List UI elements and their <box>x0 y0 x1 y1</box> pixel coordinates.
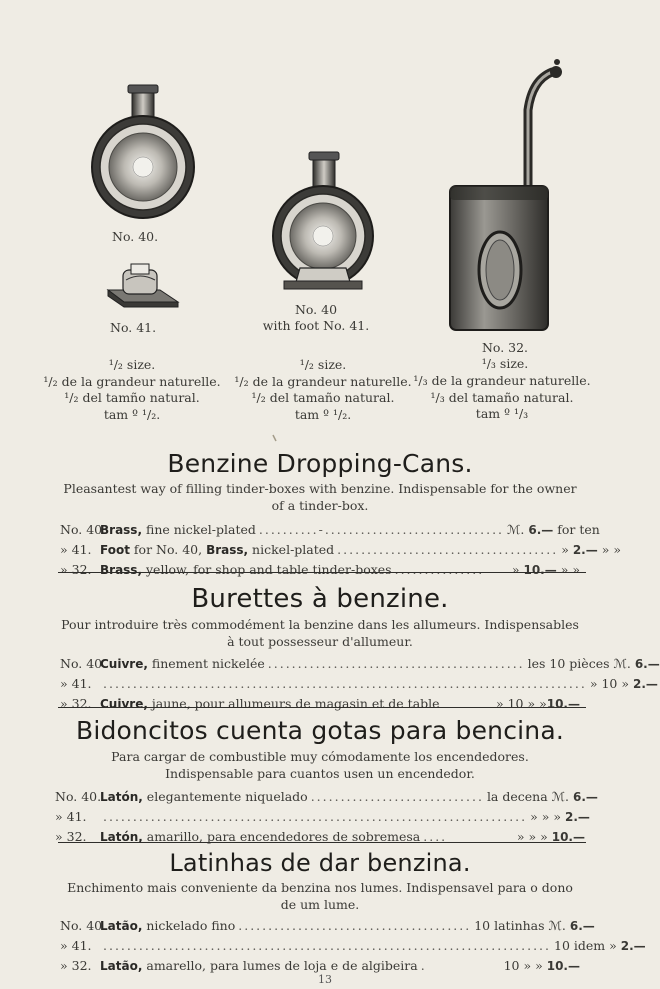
price-value: 10.— <box>546 697 580 711</box>
price-value: 2.— <box>620 939 646 953</box>
caption-can-40: No. 40. <box>112 229 159 244</box>
item-price <box>474 916 595 936</box>
section-french <box>60 582 660 714</box>
item-description <box>100 827 420 847</box>
leader-dots: ....................................................................... <box>103 809 528 824</box>
item-price <box>487 787 598 807</box>
caption-can-32-line1: No. 32. <box>481 340 529 355</box>
item-detail: yellow, for shop and table tinder-boxes <box>142 562 392 577</box>
price-prefix: les 10 pièces <box>527 656 614 671</box>
item-detail: fine nickel-plated <box>142 522 256 537</box>
section-desc-line1: Pour introduire très commodément la benzine dans les allumeurs. Indispensables <box>61 617 579 632</box>
size-note-left-l1: ¹/₂ size. <box>108 357 156 372</box>
leader-dots: ................................................................................. <box>103 676 587 691</box>
item-price <box>554 936 646 956</box>
price-prefix: 10 latinhas <box>474 918 549 933</box>
item-detail: amarello, para lumes de loja e de algibeira <box>142 958 418 973</box>
price-suffix: » » <box>556 562 580 577</box>
price-value: 10.— <box>523 563 557 577</box>
price-row <box>60 694 580 714</box>
price-row <box>60 654 660 674</box>
section-desc-line1: Pleasantest way of filling tinder-boxes with benzine. Indispensable for the owner <box>63 481 577 496</box>
size-note-right-l2: ¹/₃ de la grandeur naturelle. <box>413 373 591 388</box>
leader-dots: . <box>420 958 427 973</box>
price-prefix: la decena <box>486 789 552 804</box>
size-note-middle-l3: ¹/₂ del tamaño natural. <box>251 390 395 405</box>
price-row <box>55 787 598 807</box>
item-detail: jaune, pour allumeurs de magasin et de table <box>147 696 440 711</box>
size-note-left-l2: ¹/₂ de la grandeur naturelle. <box>43 373 221 389</box>
size-note-left-l3: ¹/₂ del tamño natural. <box>64 390 200 405</box>
item-description <box>100 560 392 580</box>
price-row <box>60 936 646 956</box>
size-note-middle-l4: tam º ¹/₂. <box>294 406 352 422</box>
item-price <box>512 560 580 580</box>
size-note-middle <box>228 357 418 423</box>
item-detail: nickelado fino <box>142 918 236 933</box>
section-title: Burettes à benzine. <box>191 584 449 614</box>
can-32-image <box>450 59 562 330</box>
leader-dots: ..........-.............................. <box>258 522 505 537</box>
price-value: 2.— <box>632 677 658 691</box>
price-prefix: 10 » » <box>503 958 547 973</box>
item-description <box>100 916 235 936</box>
size-note-left <box>32 357 232 423</box>
price-value: 6.— <box>528 523 554 537</box>
item-material: Cuivre, <box>100 697 148 711</box>
item-material: Latão, <box>100 959 143 973</box>
price-row <box>60 674 658 694</box>
price-row <box>55 807 590 827</box>
price-value: 6.— <box>572 790 598 804</box>
section-portuguese <box>60 847 646 976</box>
price-value: 2.— <box>565 810 590 824</box>
item-number: » 32. <box>60 958 92 973</box>
can-40-with-foot-image <box>273 152 373 289</box>
price-suffix: for ten <box>553 522 600 537</box>
caption-can-32 <box>470 340 540 372</box>
item-price <box>561 540 621 560</box>
item-description <box>100 654 265 674</box>
item-price <box>517 827 585 847</box>
item-number: » 41. <box>60 938 92 953</box>
caption-can-40-with-foot <box>260 302 372 334</box>
item-detail: amarillo, para encendedores de sobremesa <box>142 829 421 844</box>
section-desc-line1: Enchimento mais conveniente da benzina nos lumes. Indispensavel para o dono <box>67 880 573 895</box>
section-desc-line2: of a tinder-box. <box>271 498 369 513</box>
item-description <box>100 540 334 560</box>
price-value: 10.— <box>546 959 580 973</box>
item-number: » 41. <box>60 676 92 691</box>
item-material: Latón, <box>100 790 143 804</box>
section-divider <box>58 707 586 708</box>
item-number: No. 40. <box>55 789 102 804</box>
price-prefix: » 10 » <box>589 676 633 691</box>
item-price <box>507 520 600 540</box>
item-number: » 41. <box>60 542 92 557</box>
item-material: Latón, <box>100 830 143 844</box>
price-row <box>60 560 580 580</box>
item-number: No. 40. <box>60 522 107 537</box>
currency-mark: ℳ. <box>548 918 566 933</box>
price-value: 10.— <box>551 830 585 844</box>
leader-dots: .... <box>423 829 448 844</box>
price-prefix: 10 idem » <box>554 938 621 953</box>
size-note-right-l4: tam º ¹/₃ <box>475 406 529 421</box>
item-material: Cuivre, <box>100 657 148 671</box>
can-40-image <box>92 85 194 218</box>
item-detail-2: nickel-plated <box>248 542 335 557</box>
item-material-2: Brass, <box>206 543 249 557</box>
price-prefix: » <box>511 562 524 577</box>
section-divider <box>58 572 586 573</box>
currency-mark: ℳ. <box>613 656 631 671</box>
section-desc-line2: Indispensable para cuantos usen un encendedor. <box>165 766 475 781</box>
caption-can-40-with-foot-line1: No. 40 <box>294 302 338 317</box>
foot-41-image <box>108 264 178 307</box>
caption-can-40-with-foot-line2: with foot No. 41. <box>262 318 370 333</box>
price-prefix: » <box>561 542 573 557</box>
item-price <box>528 654 660 674</box>
leader-dots: ............................. <box>310 789 484 804</box>
price-prefix: » 10 » » <box>495 696 547 711</box>
item-price <box>496 694 580 714</box>
price-value: 6.— <box>634 657 660 671</box>
section-english <box>60 448 621 580</box>
leader-dots: ..................................... <box>337 542 559 557</box>
currency-mark: ℳ. <box>551 789 569 804</box>
item-number: » 41. <box>55 809 87 824</box>
item-number: » 32. <box>60 562 92 577</box>
price-value: 2.— <box>572 543 598 557</box>
item-detail: for No. 40, <box>129 542 207 557</box>
item-number: » 32. <box>55 829 87 844</box>
size-note-right-l3: ¹/₃ del tamaño natural. <box>430 389 574 405</box>
leader-dots: ........................................................................... <box>103 938 552 953</box>
price-value: 6.— <box>569 919 595 933</box>
item-description <box>100 787 308 807</box>
item-description <box>100 520 256 540</box>
price-row <box>55 827 585 847</box>
item-price <box>590 674 658 694</box>
section-spanish <box>55 714 598 847</box>
item-number: No. 40. <box>60 918 107 933</box>
price-row <box>60 916 595 936</box>
size-note-middle-l1: ¹/₂ size. <box>299 357 347 372</box>
section-title: Benzine Dropping-Cans. <box>167 449 473 478</box>
currency-mark: ℳ. <box>507 522 525 537</box>
item-price <box>530 807 590 827</box>
price-suffix: » » <box>597 542 621 557</box>
item-detail: elegantemente niquelado <box>142 789 308 804</box>
section-desc-line2: à tout possesseur d'allumeur. <box>227 634 413 649</box>
price-prefix: » » » <box>530 809 565 824</box>
size-note-middle-l2: ¹/₂ de la grandeur naturelle. <box>234 373 412 389</box>
price-row <box>60 540 621 560</box>
size-note-left-l4: tam º ¹/₂. <box>103 406 161 422</box>
section-divider <box>58 842 586 843</box>
section-desc-line2: de um lume. <box>280 897 360 912</box>
leader-dots: ........................................... <box>267 656 525 671</box>
section-title: Bidoncitos cuenta gotas para bencina. <box>75 716 565 745</box>
page-number: 13 <box>318 973 332 986</box>
price-prefix: » » » <box>516 829 552 844</box>
leader-dots: ....................................... <box>238 918 472 933</box>
item-material: Latão, <box>100 919 143 933</box>
item-material: Foot <box>100 543 130 557</box>
leader-dots: ............... <box>394 562 485 577</box>
caption-foot-41: No. 41. <box>110 320 157 335</box>
item-number: » 32. <box>60 696 92 711</box>
price-row <box>60 520 600 540</box>
section-title: Latinhas de dar benzina. <box>169 849 471 877</box>
item-description <box>100 694 440 714</box>
item-material: Brass, <box>100 563 143 577</box>
item-number: No. 40. <box>60 656 107 671</box>
section-desc-line1: Para cargar de combustible muy cómodamente los encendedores. <box>111 749 529 764</box>
size-note-right <box>402 373 602 423</box>
caption-can-32-line2: ¹/₃ size. <box>481 356 529 371</box>
item-material: Brass, <box>100 523 143 537</box>
item-detail: finement nickelée <box>147 656 265 671</box>
